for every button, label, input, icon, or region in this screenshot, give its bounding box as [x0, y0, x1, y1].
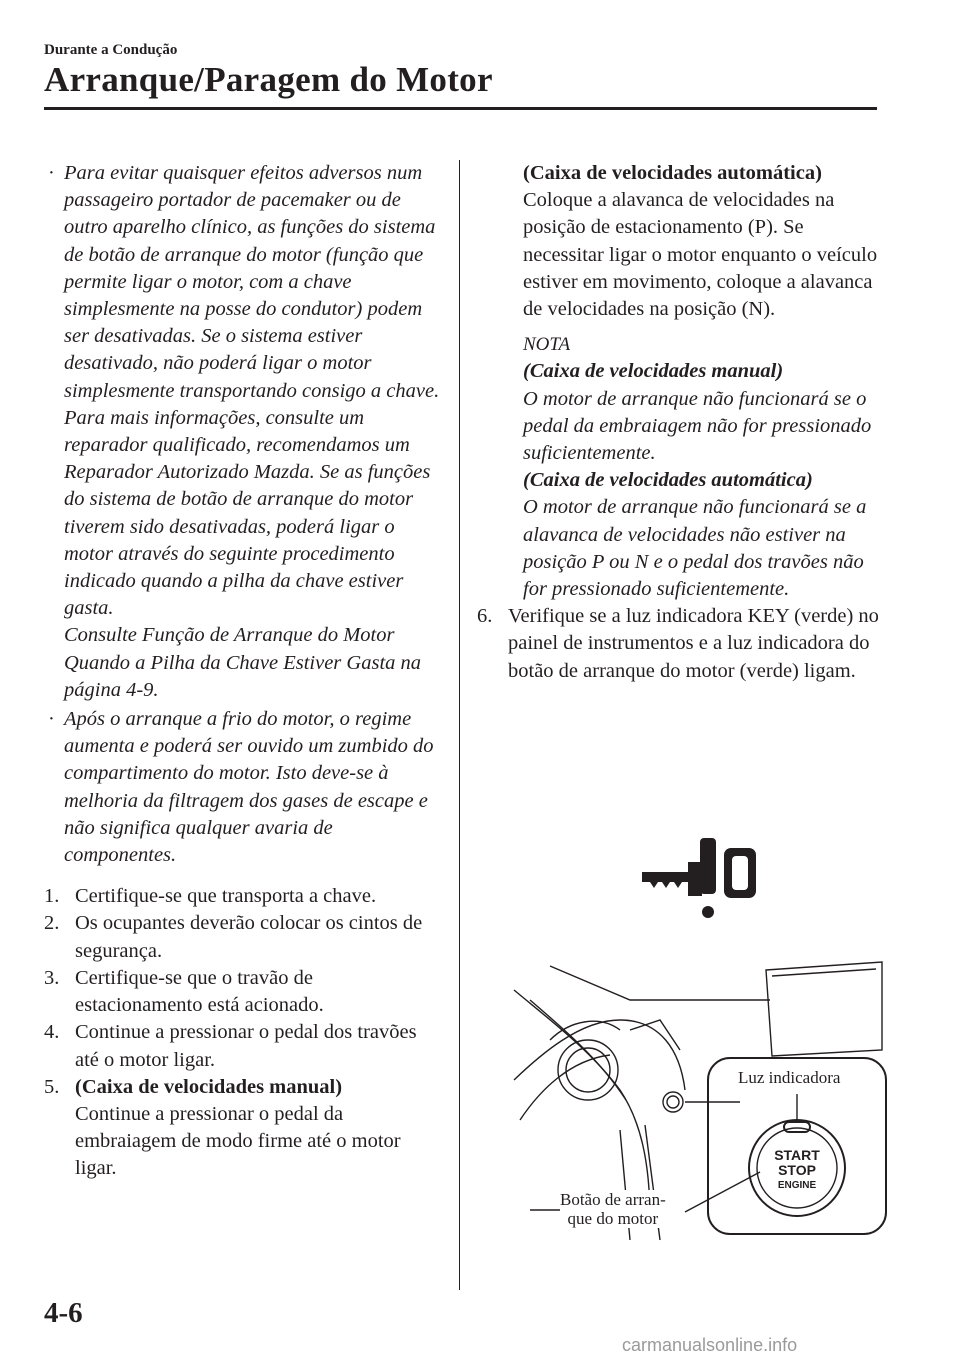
- bullet-reference[interactable]: Consulte Função de Arranque do Motor Quando a Pilha da Chave Estiver Gasta na página 4-9.: [64, 624, 422, 701]
- auto-heading: (Caixa de velocidades automática): [523, 162, 822, 184]
- key-indicator-icon: [640, 832, 764, 922]
- step-text: Certifique-se que o travão de estacionamento está acionado.: [75, 966, 324, 1017]
- page-title: Arranque/Paragem do Motor: [44, 60, 493, 99]
- note-auto-heading: (Caixa de velocidades automática): [523, 469, 813, 492]
- step-number: 2.: [44, 912, 60, 935]
- engine-button-label-line1: Botão de arran-: [560, 1190, 666, 1209]
- step-number: 3.: [44, 966, 60, 989]
- bullet-dot-icon: ·: [48, 708, 55, 731]
- bullet-text: Para evitar quaisquer efeitos adversos num passageiro portador de pacemaker ou de outro aparelho clínico, as funções do sistema de botão de arranque do motor (função que permite ligar o motor, com a chave simplesmente na posse do condutor) podem ser desativadas. Se o sistema estiver desativado, não poderá ligar o motor simplesmente transportando consigo a chave. Para mais informações, consulte um reparador qualificado, recomendamos um Reparador Autorizado Mazda. Se as funções do sistema de botão de arranque do motor tiverem sido desativadas, poderá ligar o motor através do seguinte procedimento indicado quando a pilha da chave estiver gasta.: [64, 162, 440, 620]
- start-label: START: [774, 1147, 820, 1163]
- right-column: [477, 160, 887, 685]
- step-number: 5.: [44, 1075, 60, 1098]
- section-header: Durante a Condução: [44, 42, 178, 58]
- step-item: [44, 910, 444, 964]
- step-heading: (Caixa de velocidades manual): [75, 1075, 343, 1098]
- bullet-dot-icon: ·: [48, 162, 55, 184]
- note-manual-heading: (Caixa de velocidades manual): [523, 360, 784, 383]
- stop-label: STOP: [778, 1162, 816, 1178]
- step-item: [44, 965, 444, 1019]
- step-text: Certifique-se que transporta a chave.: [75, 885, 377, 908]
- step-text: Verifique se a luz indicadora KEY (verde) no painel de instrumentos e a luz indicadora do botão de arranque do motor (verde) ligam.: [508, 605, 879, 682]
- bullet-text: Após o arranque a frio do motor, o regime aumenta e poderá ser ouvido um zumbido do compartimento do motor. Isto deve-se à melhoria da filtragem dos gases de escape e não significa qualquer avaria de componentes.: [64, 708, 434, 867]
- step-text: Continue a pressionar o pedal dos travões até o motor ligar.: [75, 1021, 417, 1071]
- header-rule: [44, 107, 877, 110]
- step-number: 4.: [44, 1021, 60, 1044]
- engine-button-label: [560, 1190, 666, 1228]
- column-divider: [459, 160, 460, 1290]
- bullet-item: [44, 706, 444, 869]
- auto-text: Coloque a alavanca de velocidades na posição de estacionamento (P). Se necessitar ligar o motor enquanto o veículo estiver em movimento, coloque a alavanca de velocidades na posição (N).: [523, 189, 878, 321]
- indicator-light-label: Luz indicadora: [738, 1068, 841, 1087]
- note-manual-text: O motor de arranque não funcionará se o pedal da embraiagem não for pressionado suficientemente.: [523, 387, 872, 465]
- bullet-item: [44, 160, 444, 704]
- left-column: [44, 160, 444, 1183]
- engine-button-label-line2: que do motor: [567, 1209, 659, 1228]
- step-item: [44, 1074, 444, 1183]
- step-item: [477, 603, 887, 685]
- note-title: NOTA: [523, 334, 571, 356]
- page-number: 4-6: [44, 1297, 83, 1329]
- step-text: Os ocupantes deverão colocar os cintos de segurança.: [75, 912, 423, 962]
- note-auto-text: O motor de arranque não funcionará se a alavanca de velocidades não estiver na posição P ou N e o pedal dos travões não for pressionado suficientemente.: [523, 496, 867, 601]
- watermark: carmanualsonline.info: [622, 1335, 798, 1355]
- step-number: 1.: [44, 885, 60, 908]
- step-text: Continue a pressionar o pedal da embraiagem de modo firme até o motor ligar.: [75, 1102, 401, 1180]
- engine-label: ENGINE: [777, 1180, 817, 1191]
- step-item: [44, 883, 444, 910]
- step-number: 6.: [477, 605, 493, 628]
- step-item: [44, 1019, 444, 1073]
